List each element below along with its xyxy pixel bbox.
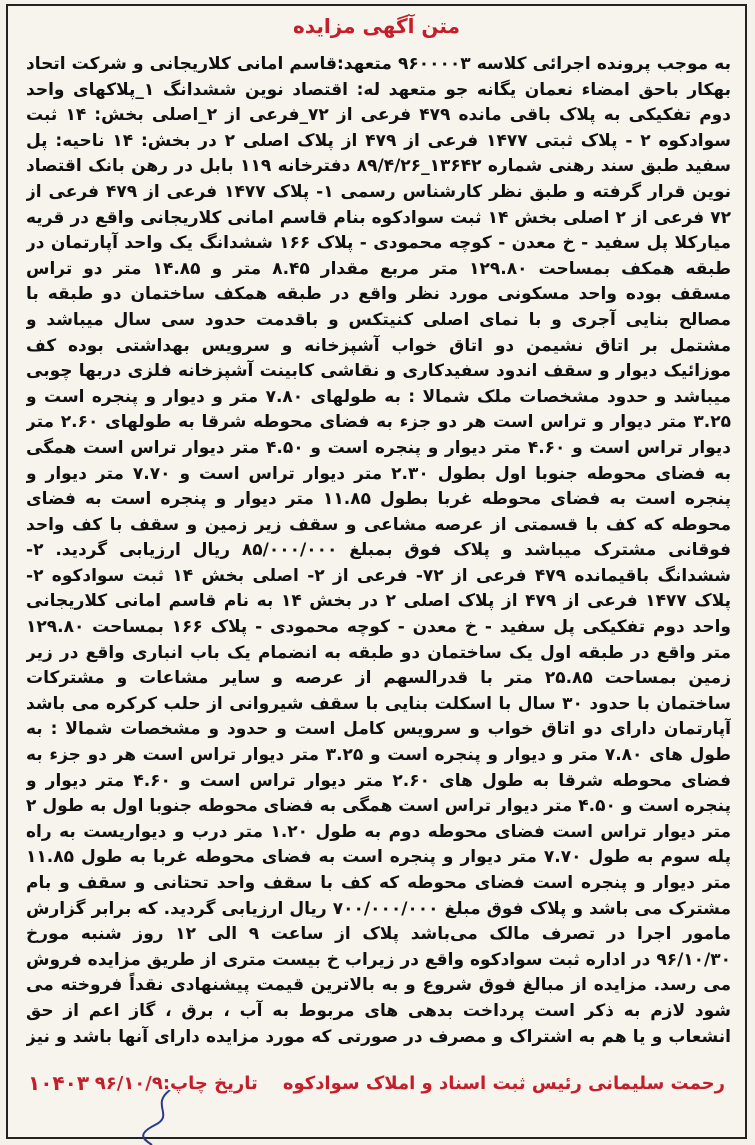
notice-footer — [28, 1066, 725, 1100]
footer-signature: رحمت سلیمانی رئیس ثبت اسناد و املاک سوادکوه — [282, 1072, 725, 1094]
notice-title: متن آگهی مزایده — [293, 14, 460, 38]
pen-mark — [140, 1090, 180, 1145]
footer-signature-line — [95, 1073, 725, 1094]
footer-code: ۱۰۴۰۳ — [28, 1071, 90, 1095]
notice-frame — [6, 4, 747, 1139]
notice-body: به موجب پرونده اجرائی کلاسه ۹۶۰۰۰۰۳ متعهد:قاسم امانی کلاریجانی و شرکت اتحاد بهکار باحق امضاء نعمان یگانه جو متعهد له: اقتصاد نوین ششدانگ ۱_پلاکهای واحد دوم تفکیکی به پلاک باقی مانده ۴۷۹ فرعی از ۷۲_فرعی از ۲_اصلی بخش: ۱۴ ثبت سوادکوه ۲ - پلاک ثبتی ۱۴۷۷ فرعی از ۴۷۹ از پلاک اصلی ۲ در بخش: ۱۴ ناحیه: پل سفید طبق سند رهنی شماره ۱۳۶۴۲_۸۹/۴/۲۶ دفترخانه ۱۱۹ بابل در رهن بانک اقتصاد نوین قرار گرفته و طبق نظر کارشناس رسمی ۱- پلاک ۱۴۷۷ فرعی از ۴۷۹ فرعی از ۷۲ فرعی از ۲ اصلی بخش ۱۴ ثبت سوادکوه بنام قاسم امانی کلاریجانی واقع در قریه میارکلا پل سفید - خ معدن - کوچه محمودی - پلاک ۱۶۶ ششدانگ یک واحد آپارتمان در طبقه همکف بمساحت ۱۲۹.۸۰ متر مربع مقدار ۸.۴۵ متر و ۱۴.۸۵ متر دو تراس مسقف بوده واحد مسکونی مورد نظر واقع در طبقه همکف ساختمان دو طبقه با مصالح بنایی آجری و با نمای اصلی کنیتکس و باقدمت حدود سی سال میباشد و مشتمل بر اتاق نشیمن دو اتاق خواب آشپزخانه و سرویس بهداشتی بوده کف موزائیک دیوار و سقف اندود سفیدکاری و نقاشی کابینت آشپزخانه فلزی دربها چوبی میباشد و حدود مشخصات ملک شمالا : به طولهای ۷.۸۰ متر و دیوار و پنجره است و ۳.۲۵ متر دیوار و تراس است هر دو جزء به فضای محوطه شرقا به طولهای ۲.۶۰ متر دیوار تراس است و ۴.۶۰ متر دیوار و پنجره است و ۴.۵۰ متر دیوار تراس است همگی به فضای محوطه جنوبا اول بطول ۲.۳۰ متر دیوار تراس است و ۷.۷۰ متر دیوار و پنجره است به فضای محوطه غربا بطول ۱۱.۸۵ متر دیوار و پنجره است به فضای محوطه که کف با قسمتی از عرصه مشاعی و سقف زیر زمین و سقف با کف واحد فوقانی مشترک میباشد و پلاک فوق بمبلغ ۸۵/۰۰۰/۰۰۰ ریال ارزیابی گردید. ۲- ششدانگ باقیمانده ۴۷۹ فرعی از ۷۲- فرعی از ۲- اصلی بخش ۱۴ ثبت سوادکوه ۲- پلاک ۱۴۷۷ فرعی از ۴۷۹ از پلاک اصلی ۲ در بخش ۱۴ به نام قاسم امانی کلاریجانی واحد دوم تفکیکی پل سفید - خ معدن - کوچه محمودی - پلاک ۱۶۶ بمساحت ۱۲۹.۸۰ متر واقع در طبقه اول یک ساختمان دو طبقه به انضمام یک باب انباری واقع در زیر زمین بمساحت ۲۵.۸۵ متر با قدرالسهم از عرصه و سایر مشاعات و مشترکات ساختمان با حدود ۳۰ سال با اسکلت بنایی با سقف شیروانی از حلب کرکره می باشد آپارتمان دارای دو اتاق خواب و سرویس کامل است و حدود و مشخصات شمالا : به طول های ۷.۸۰ متر و دیوار و پنجره است و ۳.۲۵ متر دیوار تراس است هر دو جزء به فضای محوطه شرقا به طول های ۲.۶۰ متر دیوار تراس است و ۴.۶۰ متر دیوار و پنجره است و ۴.۵۰ متر دیوار تراس است همگی به فضای محوطه جنوبا اول به طول ۲ متر دیوار تراس است فضای محوطه دوم به طول ۱.۲۰ متر درب و دیواریست به راه پله سوم به طول ۷.۷۰ متر دیوار و پنجره است به فضای محوطه غربا به طول ۱۱.۸۵ متر دیوار و پنجره است فضای محوطه که کف با سقف واحد تحتانی و سقف و بام مشترک می باشد و پلاک فوق مبلغ ۷۰۰/۰۰۰/۰۰۰ ریال ارزیابی گردید. که برابر گزارش مامور اجرا در تصرف مالک می‌باشد پلاک از ساعت ۹ الی ۱۲ روز شنبه مورخ ۹۶/۱۰/۳۰ در اداره ثبت سوادکوه واقع در زیراب خ بیست متری از طریق مزایده فروش می رسد. مزایده از مبالغ فوق شروع و به بالاترین قیمت پیشنهادی نقداً فروخته می شود لازم به ذکر است پرداخت بدهی های مربوط به آب ، برق ، گاز اعم از حق انشعاب و یا هم به اشتراک و مصرف در صورتی که مورد مزایده دارای آنها باشد و نیز — [26, 54, 731, 1047]
footer-print-date: تاریخ چاپ:۹۶/۱۰/۹ — [94, 1072, 258, 1094]
